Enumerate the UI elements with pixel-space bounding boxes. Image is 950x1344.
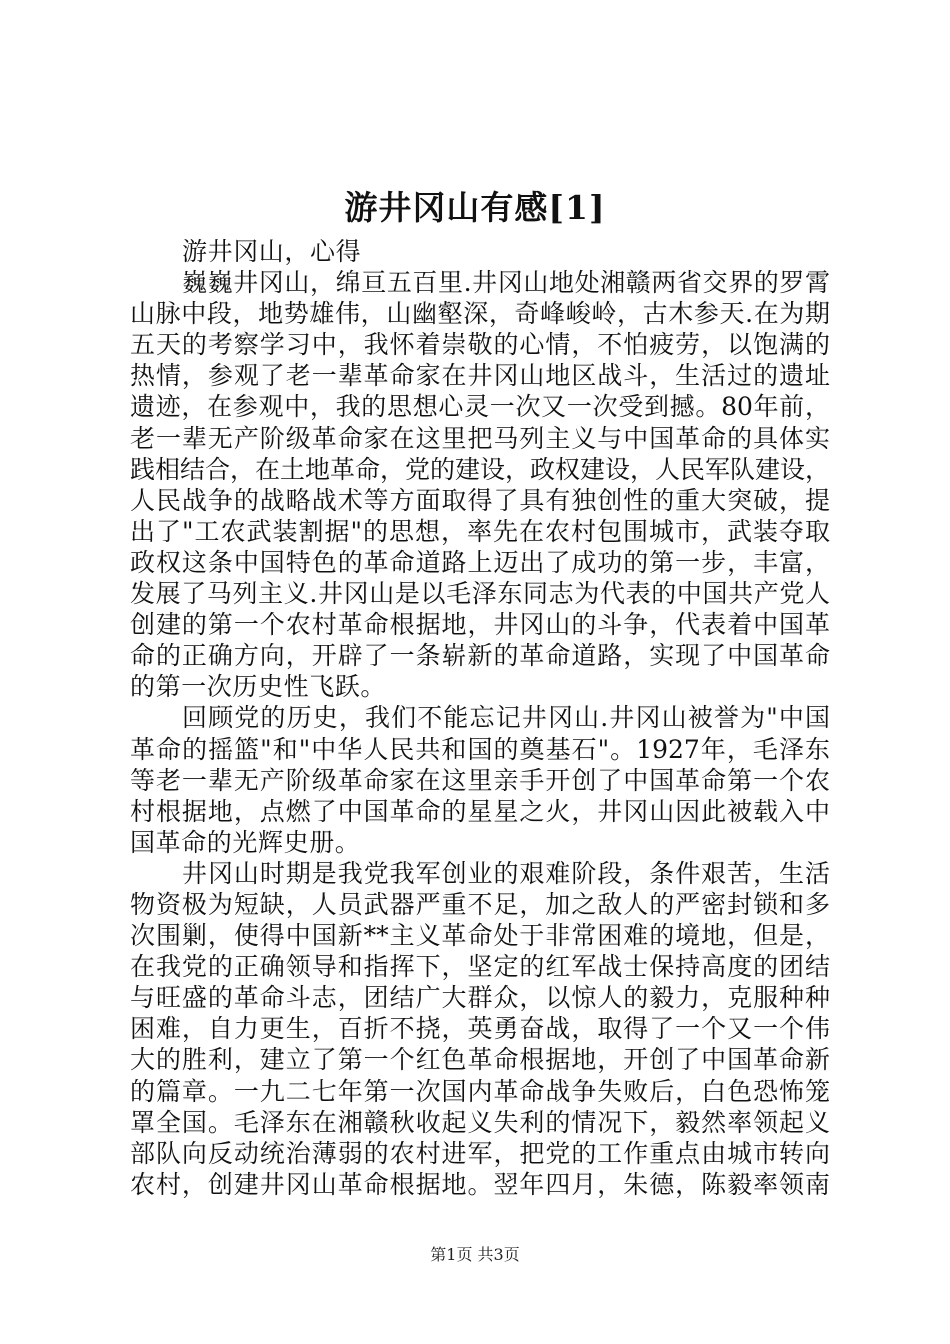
body-line: 等老一辈无产阶级革命家在这里亲手开创了中国革命第一个农 bbox=[130, 765, 830, 795]
body-line: 的第一次历史性飞跃。 bbox=[130, 672, 387, 702]
body-line: 罩全国。毛泽东在湘赣秋收起义失利的情况下，毅然率领起义 bbox=[130, 1107, 830, 1137]
page-footer: 第1页 共3页 bbox=[430, 1245, 520, 1264]
body-line: 的篇章。一九二七年第一次国内革命战争失败后，白色恐怖笼 bbox=[130, 1076, 830, 1106]
document-title: 游井冈山有感[1] bbox=[344, 188, 606, 227]
body-line: 井冈山时期是我党我军创业的艰难阶段，条件艰苦，生活 bbox=[182, 858, 830, 888]
body-line: 出了"工农武装割据"的思想，率先在农村包围城市，武装夺取 bbox=[130, 516, 830, 546]
body-line: 村根据地，点燃了中国革命的星星之火，井冈山因此被载入中 bbox=[130, 796, 830, 826]
body-line: 回顾党的历史，我们不能忘记井冈山.井冈山被誉为"中国 bbox=[182, 703, 830, 733]
body-line: 农村，创建井冈山革命根据地。翌年四月，朱德，陈毅率领南 bbox=[130, 1169, 830, 1199]
body-line: 老一辈无产阶级革命家在这里把马列主义与中国革命的具体实 bbox=[130, 423, 830, 453]
body-line: 五天的考察学习中，我怀着崇敬的心情，不怕疲劳，以饱满的 bbox=[130, 330, 830, 360]
body-line: 命的正确方向，开辟了一条崭新的革命道路，实现了中国革命 bbox=[130, 641, 830, 671]
body-line: 创建的第一个农村革命根据地，井冈山的斗争，代表着中国革 bbox=[130, 610, 830, 640]
body-line: 在我党的正确领导和指挥下，坚定的红军战士保持高度的团结 bbox=[130, 952, 830, 982]
body-line: 物资极为短缺，人员武器严重不足，加之敌人的严密封锁和多 bbox=[130, 889, 830, 919]
body-line: 热情，参观了老一辈革命家在井冈山地区战斗，生活过的遗址 bbox=[130, 361, 830, 391]
body-line: 遗迹，在参观中，我的思想心灵一次又一次受到撼。80年前， bbox=[130, 392, 830, 422]
body-line: 践相结合，在土地革命，党的建设，政权建设，人民军队建设， bbox=[130, 454, 831, 484]
body-line: 困难，自力更生，百折不挠，英勇奋战，取得了一个又一个伟 bbox=[130, 1014, 830, 1044]
body-line: 国革命的光辉史册。 bbox=[130, 827, 361, 857]
body-line: 与旺盛的革命斗志，团结广大群众，以惊人的毅力，克服种种 bbox=[130, 983, 830, 1013]
body-line: 部队向反动统治薄弱的农村进军，把党的工作重点由城市转向 bbox=[130, 1138, 830, 1168]
body-line: 次围剿，使得中国新**主义革命处于非常困难的境地，但是， bbox=[130, 921, 830, 951]
body-line: 巍巍井冈山，绵亘五百里.井冈山地处湘赣两省交界的罗霄 bbox=[182, 268, 830, 298]
body-line: 大的胜利，建立了第一个红色革命根据地，开创了中国革命新 bbox=[130, 1045, 830, 1075]
document-body bbox=[130, 236, 830, 1200]
body-line: 人民战争的战略战术等方面取得了具有独创性的重大突破，提 bbox=[130, 485, 830, 515]
body-line: 政权这条中国特色的革命道路上迈出了成功的第一步，丰富， bbox=[130, 547, 830, 577]
body-line: 山脉中段，地势雄伟，山幽壑深，奇峰峻岭，古木参天.在为期 bbox=[130, 299, 830, 329]
body-line: 革命的摇篮"和"中华人民共和国的奠基石"。1927年，毛泽东 bbox=[130, 734, 830, 764]
body-line: 发展了马列主义.井冈山是以毛泽东同志为代表的中国共产党人 bbox=[130, 579, 830, 609]
body-line: 游井冈山，心得 bbox=[182, 237, 362, 266]
